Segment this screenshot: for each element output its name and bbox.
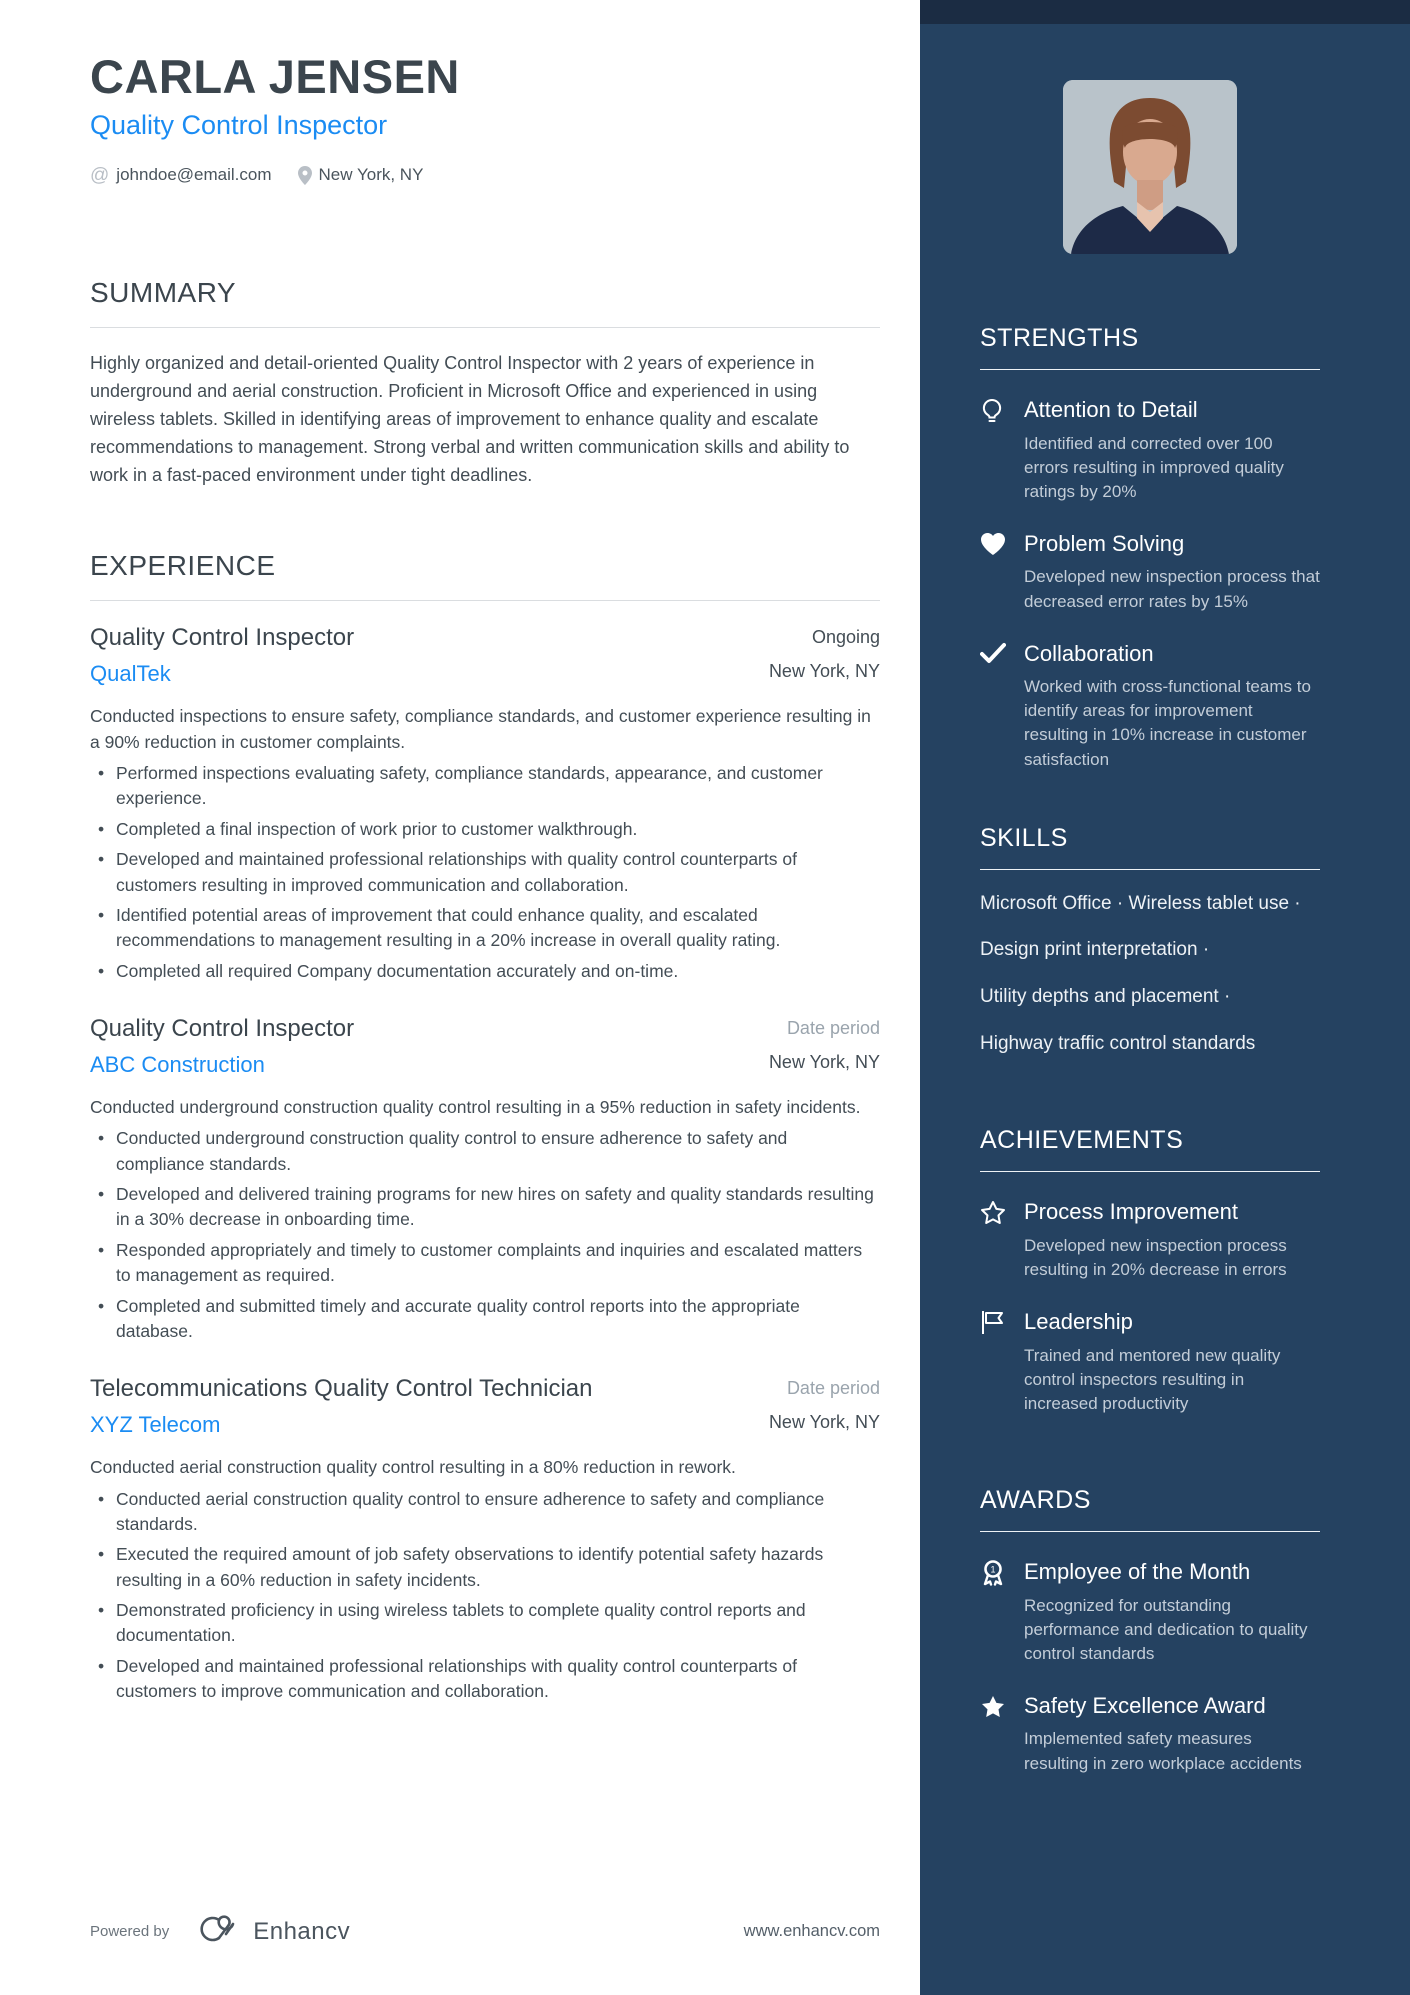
location-pin-icon bbox=[298, 166, 312, 185]
medal-icon bbox=[980, 1558, 1024, 1666]
award-title: Safety Excellence Award bbox=[1024, 1692, 1266, 1718]
job-bullet: • Performed inspections evaluating safety, compliance standards, appearance, and customer experience. bbox=[90, 761, 880, 812]
job-date: Date period bbox=[786, 1378, 880, 1399]
job-date: Ongoing bbox=[811, 626, 880, 647]
job-bullet-list bbox=[90, 761, 880, 984]
award-item bbox=[980, 1558, 1320, 1666]
job-description: Conducted underground construction quality control resulting in a 95% reduction in safety incidents. bbox=[90, 1097, 861, 1117]
awards-section bbox=[980, 1486, 1320, 1776]
strength-item bbox=[980, 396, 1320, 504]
job-title: Quality Control Inspector bbox=[90, 623, 355, 651]
email-item bbox=[90, 165, 272, 185]
strength-item bbox=[980, 530, 1320, 614]
achievement-text: Developed new inspection process resulting in 20% decrease in errors bbox=[1024, 1235, 1287, 1279]
resume-sidebar bbox=[920, 0, 1410, 1995]
achievement-item bbox=[980, 1308, 1320, 1416]
job-description: Conducted aerial construction quality control resulting in a 80% reduction in rework. bbox=[90, 1457, 736, 1478]
job-bullet: • Developed and delivered training programs for new hires on safety and quality standards resulting in a 30% decrease in onboarding time. bbox=[90, 1182, 880, 1233]
enhancv-brand-name: Enhancv bbox=[253, 1917, 351, 1945]
job-location: New York, NY bbox=[768, 1412, 880, 1433]
experience-entry bbox=[90, 623, 880, 985]
award-text: Recognized for outstanding performance and dedication to quality control standards bbox=[1024, 1595, 1308, 1663]
job-bullet: • Developed and maintained professional relationships with quality control counterparts of customers resulting in improved communication and collaboration. bbox=[90, 847, 880, 898]
award-title: Employee of the Month bbox=[1024, 1559, 1251, 1584]
job-location: New York, NY bbox=[768, 660, 880, 681]
achievement-text: Trained and mentored new quality control inspectors resulting in increased productivity bbox=[1024, 1345, 1281, 1413]
summary-text: Highly organized and detail-oriented Quality Control Inspector with 2 years of experience in underground and aerial construction. Proficient in Microsoft Office and experienced in using wireless tablets. Skilled in identifying areas of improvement to enhance quality and escalate recommendations to management. Strong verbal and written communication skills and ability to work in a fast-paced environment under tight deadlines. bbox=[90, 353, 850, 485]
achievement-title: Process Improvement bbox=[1024, 1199, 1238, 1225]
skill-entry: Highway traffic control standards bbox=[980, 1032, 1256, 1054]
award-item bbox=[980, 1692, 1320, 1776]
job-date: Date period bbox=[786, 1018, 880, 1038]
strength-item bbox=[980, 640, 1320, 772]
achievement-item bbox=[980, 1198, 1320, 1282]
strengths-section bbox=[980, 324, 1320, 772]
strength-title: Attention to Detail bbox=[1024, 397, 1198, 422]
location-item bbox=[298, 165, 424, 185]
job-company: XYZ Telecom bbox=[90, 1412, 221, 1438]
person-name: CARLA JENSEN bbox=[90, 50, 460, 103]
job-company: ABC Construction bbox=[90, 1052, 265, 1077]
job-bullet: • Developed and maintained professional relationships with quality control counterparts of customers to improve communication and collaboration. bbox=[90, 1654, 880, 1705]
experience-entry bbox=[90, 1374, 880, 1704]
check-icon bbox=[980, 640, 1024, 772]
job-bullet: • Conducted underground construction quality control to ensure adherence to safety and compliance standards. bbox=[90, 1126, 880, 1177]
achievement-title: Leadership bbox=[1024, 1309, 1133, 1335]
job-bullet: • Identified potential areas of improvement that could enhance quality, and escalated recommendations to management resulting in a 20% increase in overall quality rating. bbox=[90, 903, 880, 954]
job-location: New York, NY bbox=[768, 1052, 880, 1072]
flag-icon bbox=[980, 1308, 1024, 1416]
job-company: QualTek bbox=[90, 660, 171, 686]
skills-section bbox=[980, 824, 1320, 1057]
job-bullet: • Completed and submitted timely and accurate quality control reports into the appropriate database. bbox=[90, 1294, 880, 1345]
award-text: Implemented safety measures resulting in zero workplace accidents bbox=[1024, 1729, 1302, 1773]
summary-section bbox=[90, 277, 880, 489]
job-bullet-list bbox=[90, 1126, 880, 1344]
strength-title: Problem Solving bbox=[1024, 530, 1185, 556]
job-title: Quality Control Inspector bbox=[90, 1015, 355, 1042]
at-icon: @ bbox=[90, 164, 110, 186]
heart-icon bbox=[980, 530, 1024, 614]
job-description: Conducted inspections to ensure safety, compliance standards, and customer experience resulting in a 90% reduction in customer complaints. bbox=[90, 705, 871, 752]
job-bullet: • Conducted aerial construction quality control to ensure adherence to safety and compliance standards. bbox=[90, 1487, 880, 1538]
strength-text: Worked with cross-functional teams to identify areas for improvement resulting in 10% increase in customer satisfaction bbox=[1024, 677, 1311, 769]
skill-entry: Microsoft Office · Wireless tablet use · bbox=[980, 892, 1301, 914]
svg-text:1: 1 bbox=[990, 1564, 996, 1575]
experience-section bbox=[90, 550, 880, 1705]
footer bbox=[90, 1914, 880, 1949]
strengths-heading: STRENGTHS bbox=[980, 324, 1320, 370]
job-bullet: • Demonstrated proficiency in using wireless tablets to complete quality control reports and documentation. bbox=[90, 1598, 880, 1649]
skills-heading: SKILLS bbox=[980, 824, 1320, 870]
skill-entry: Design print interpretation · bbox=[980, 939, 1210, 961]
enhancv-logo-icon bbox=[197, 1914, 243, 1949]
job-bullet: • Executed the required amount of job safety observations to identify potential safety hazards resulting in a 60% reduction in safety incidents. bbox=[90, 1542, 880, 1593]
person-job-title: Quality Control Inspector bbox=[90, 110, 388, 141]
job-bullet: • Completed all required Company documentation accurately and on-time. bbox=[90, 959, 880, 984]
job-bullet: • Completed a final inspection of work prior to customer walkthrough. bbox=[90, 817, 880, 842]
awards-heading: AWARDS bbox=[980, 1486, 1320, 1532]
strength-text: Identified and corrected over 100 errors resulting in improved quality ratings by 20% bbox=[1024, 433, 1284, 501]
achievements-heading: ACHIEVEMENTS bbox=[980, 1126, 1320, 1172]
star-icon bbox=[980, 1692, 1024, 1776]
skill-entry: Utility depths and placement · bbox=[980, 986, 1231, 1007]
contact-row bbox=[90, 165, 880, 185]
strength-text: Developed new inspection process that decreased error rates by 15% bbox=[1024, 567, 1320, 611]
lightbulb-icon bbox=[980, 396, 1024, 504]
star-outline-icon bbox=[980, 1198, 1024, 1282]
email-text[interactable]: johndoe@email.com bbox=[116, 165, 272, 185]
enhancv-url-link[interactable]: www.enhancv.com bbox=[743, 1922, 880, 1940]
experience-heading: EXPERIENCE bbox=[90, 550, 880, 601]
job-bullet: • Responded appropriately and timely to customer complaints and inquiries and escalated matters to management as required. bbox=[90, 1238, 880, 1289]
profile-photo bbox=[1063, 80, 1237, 254]
summary-heading: SUMMARY bbox=[90, 277, 880, 328]
strength-title: Collaboration bbox=[1024, 640, 1154, 666]
powered-by-label: Powered by bbox=[90, 1923, 170, 1940]
achievements-section bbox=[980, 1126, 1320, 1416]
job-title: Telecommunications Quality Control Technician bbox=[90, 1375, 593, 1403]
job-bullet-list bbox=[90, 1487, 880, 1705]
location-text: New York, NY bbox=[318, 165, 424, 185]
experience-entry bbox=[90, 1014, 880, 1344]
sidebar-top-strip bbox=[920, 0, 1410, 24]
